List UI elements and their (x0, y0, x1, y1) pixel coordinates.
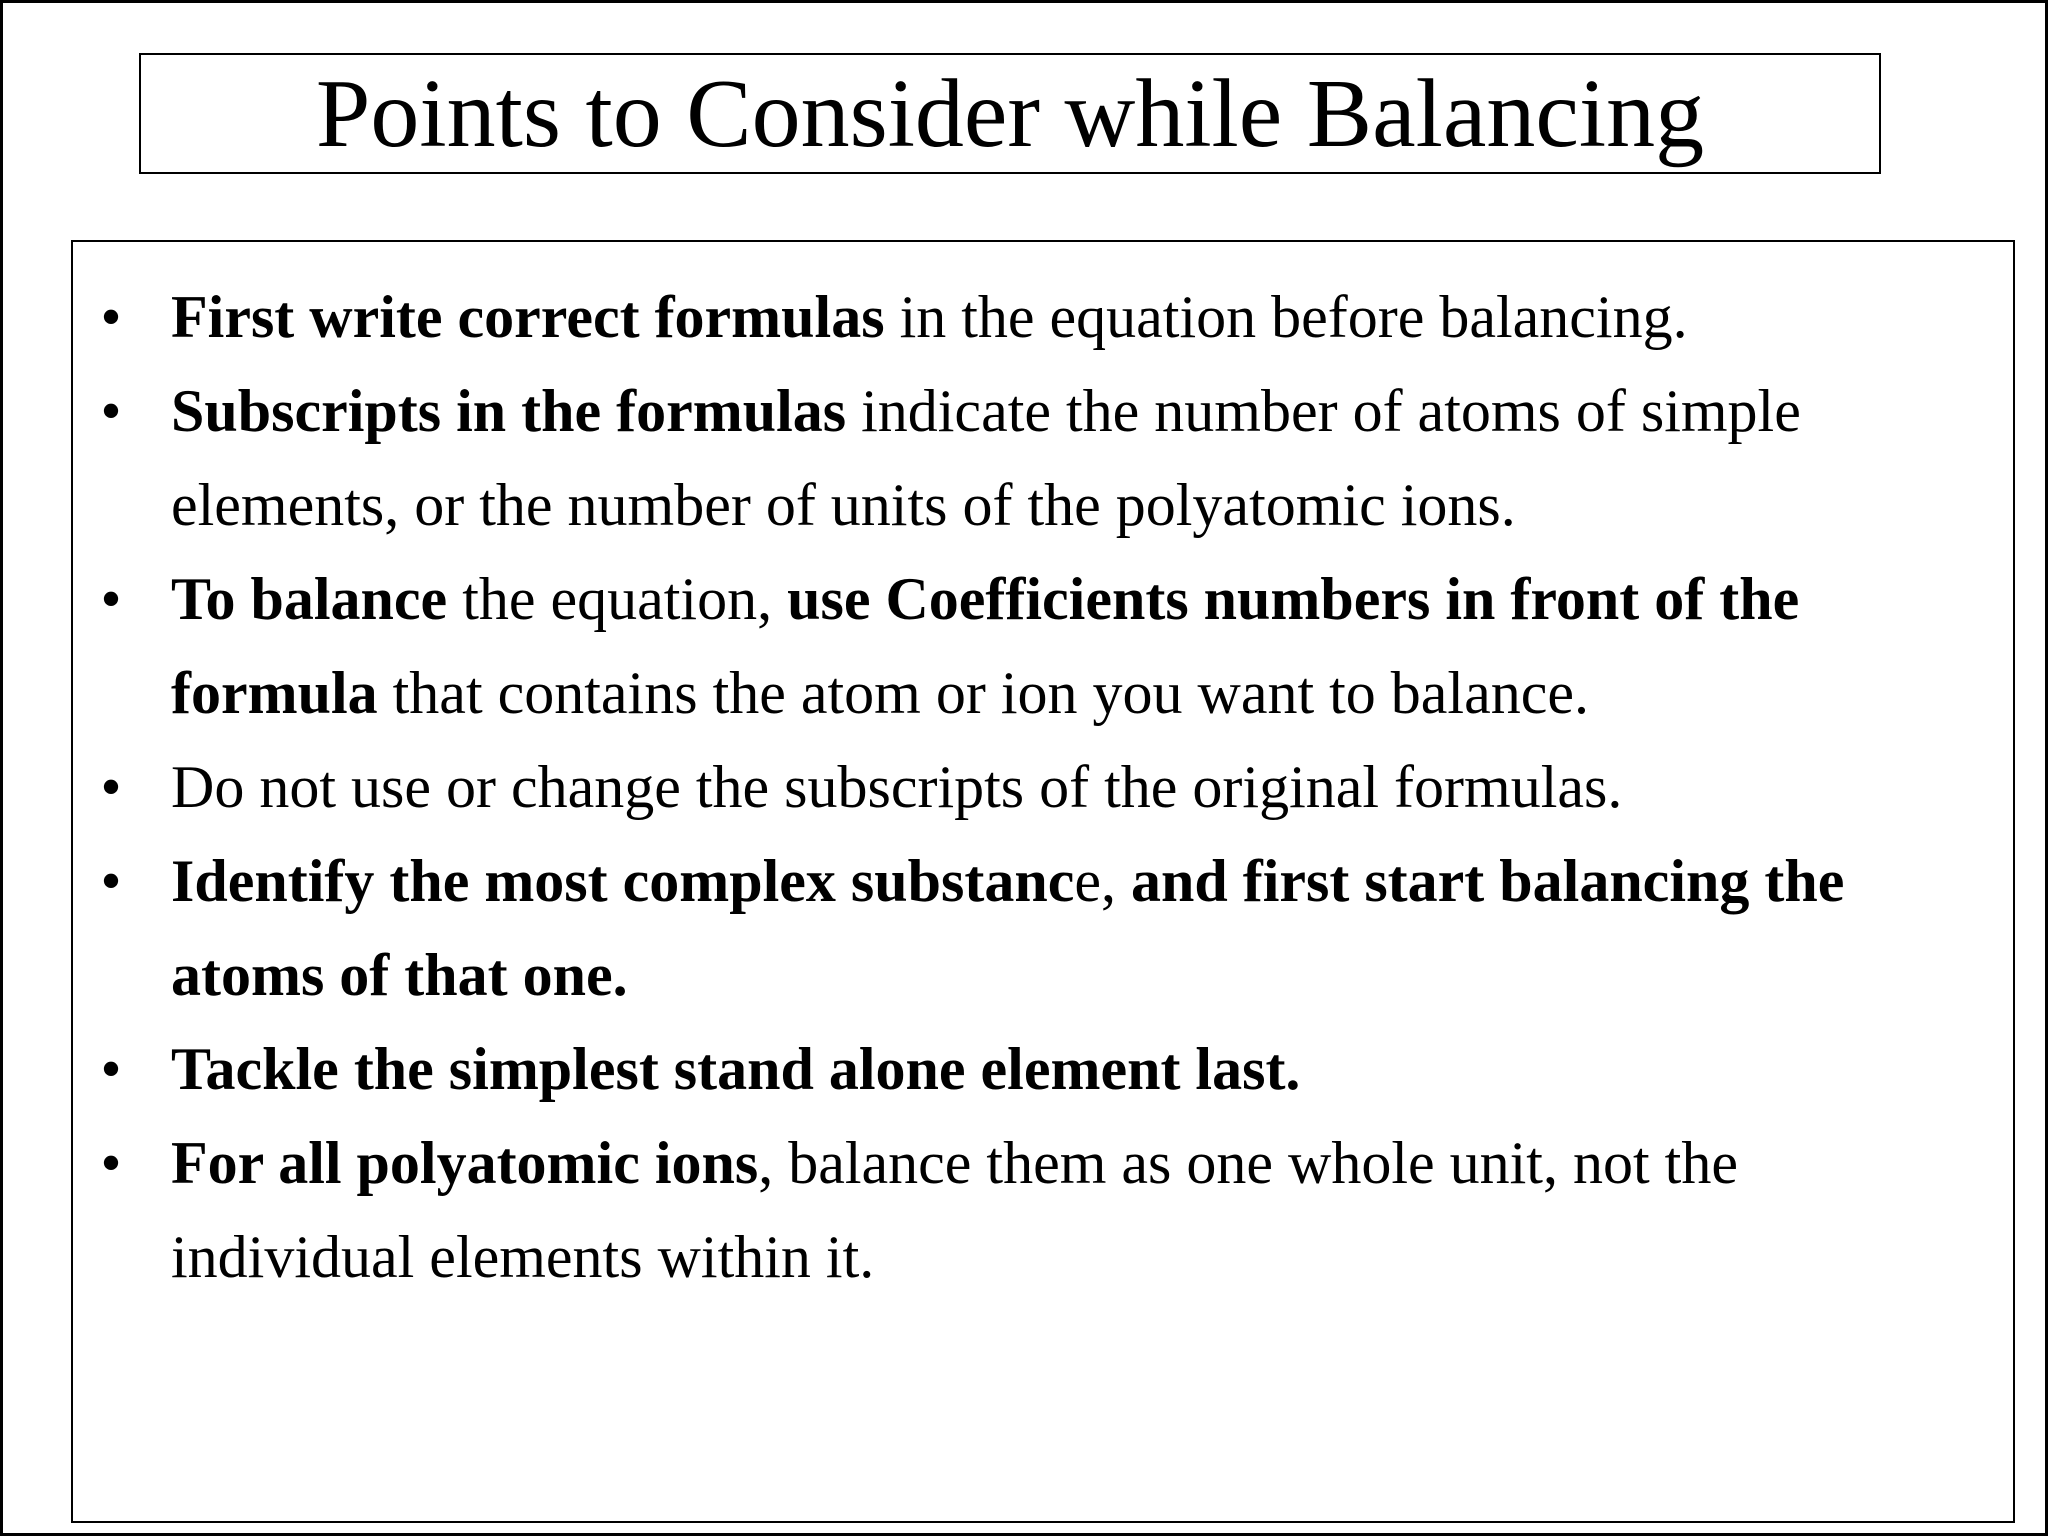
bullet-point-icon: • (100, 284, 122, 350)
bullet-point-icon: • (100, 848, 122, 914)
content-box (71, 240, 2015, 1523)
bullet-text-segment: indicate the number of atoms of simple elements, or the number of units of the polyatomic ions. (171, 378, 1801, 538)
bullet-text-segment: Identify the most complex substanc (171, 848, 1075, 914)
bullet-text-segment: Tackle the simplest stand alone element last. (171, 1036, 1301, 1102)
bullet-text-segment: e, (1074, 848, 1131, 914)
bullet-point-icon: • (100, 1036, 122, 1102)
bullet-point-icon: • (100, 566, 122, 632)
bullet-text-segment: use Coefficients numbers in front of the formula (171, 566, 1800, 726)
bullet-item (73, 270, 2013, 364)
bullet-item (73, 740, 2013, 834)
bullet-point-icon: • (100, 1130, 122, 1196)
bullet-point-icon: • (100, 378, 122, 444)
bullet-text-segment: Subscripts in the formulas (171, 378, 847, 444)
bullet-point-icon: • (100, 754, 122, 820)
title-box (139, 53, 1881, 174)
bullet-item (73, 1022, 2013, 1116)
bullet-text-segment: First write correct formulas (171, 284, 885, 350)
bullet-text-segment: , balance them as one whole unit, not the individual elements within it. (171, 1130, 1738, 1290)
bullet-item (73, 552, 2013, 740)
slide-title: Points to Consider while Balancing (315, 59, 1705, 168)
bullet-text-segment: For all polyatomic ions (171, 1130, 759, 1196)
bullet-text-segment: and first start balancing the atoms of that one. (171, 848, 1845, 1008)
bullet-text-segment: in the equation before balancing. (884, 284, 1688, 350)
bullet-text-segment: To balance (171, 566, 448, 632)
bullet-text-segment: Do not use or change the subscripts of the original formulas. (171, 754, 1623, 820)
bullet-list (73, 270, 2013, 1304)
bullet-item (73, 1116, 2013, 1304)
bullet-text-segment: that contains the atom or ion you want to balance. (377, 660, 1589, 726)
bullet-text-segment: the equation, (447, 566, 788, 632)
bullet-item (73, 834, 2013, 1022)
bullet-item (73, 364, 2013, 552)
